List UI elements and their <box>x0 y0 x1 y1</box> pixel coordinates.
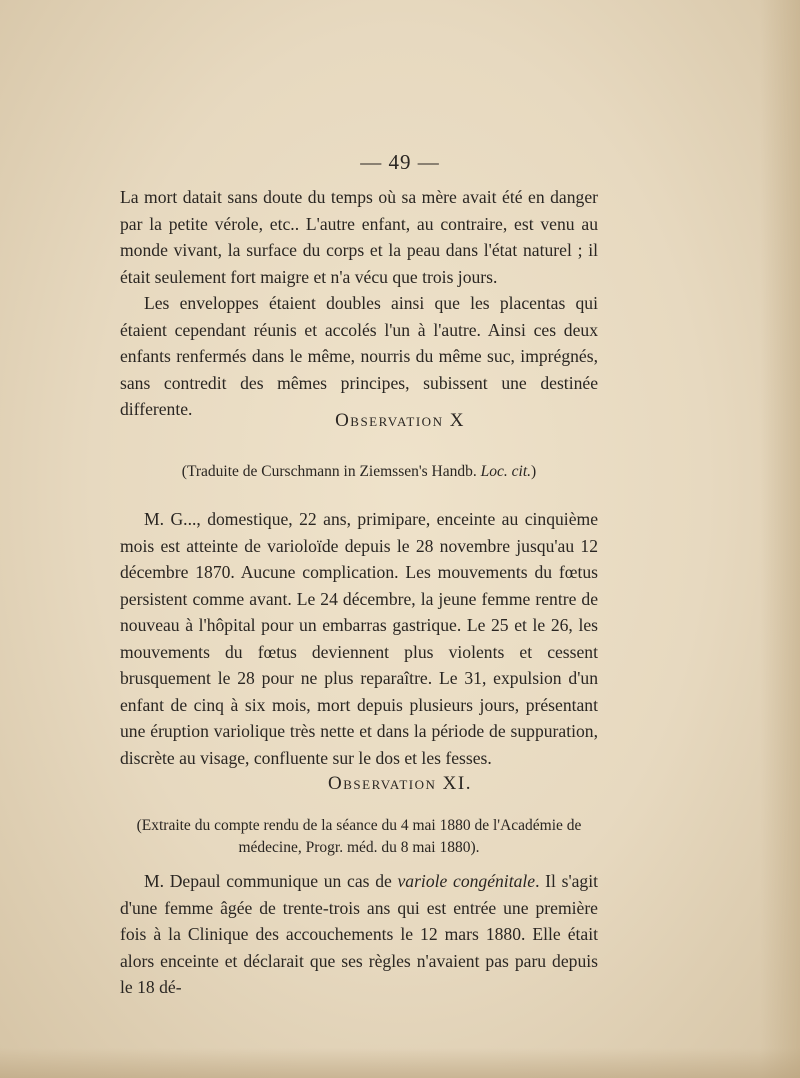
page-number: — 49 — <box>360 150 440 174</box>
observation-xi-source <box>120 815 598 859</box>
observation-xi-source-line-1: (Extraite du compte rendu de la séance du 4 mai 1880 de l'Académie de <box>136 817 582 834</box>
observation-xi-text <box>120 868 598 1001</box>
observation-xi-body-italic: variole congénitale <box>397 871 536 891</box>
observation-x-source <box>120 461 598 483</box>
observation-x-source-prefix: (Traduite de Curschmann in Ziemssen's Handb. <box>181 463 481 480</box>
page-bottom-shadow <box>0 1048 800 1078</box>
observation-x-source-italic: Loc. cit. <box>480 463 532 480</box>
observation-x-heading: Observation X <box>335 410 465 431</box>
observation-xi-body <box>120 868 598 1001</box>
observation-x-source-suffix: ) <box>531 463 537 480</box>
observation-x-text <box>120 506 598 771</box>
paragraph-2: Les enveloppes étaient doubles ainsi que les placentas qui étaient cependant réunis et accolés l'un à l'autre. Ainsi ces deux enfants renfermés dans le même, nourris du même suc, imprégnés, sans contredit des mêmes principes, subissent une destinée differente. <box>120 293 598 419</box>
observation-xi-source-line-2: médecine, Progr. méd. du 8 mai 1880). <box>238 839 480 856</box>
observation-xi-heading: Observation XI. <box>328 773 472 794</box>
observation-xi-body-prefix: M. Depaul communique un cas de <box>144 871 398 891</box>
observation-x-body: M. G..., domestique, 22 ans, primipare, enceinte au cinquième mois est atteinte de varioloïde depuis le 28 novembre jusqu'au 12 décembre 1870. Aucune complication. Les mouvements du fœtus persistent comme avant. Le 24 décembre, la jeune femme rentre de nouveau à l'hôpital pour un embarras gastrique. Le 25 et le 26, les mouvements du fœtus deviennent plus violents et cessent brusquement le 28 pour ne plus reparaître. Le 31, expulsion d'un enfant de cinq à six mois, mort depuis plusieurs jours, présentant une éruption variolique très nette et dans la période de suppuration, discrète au visage, confluente sur le dos et les fesses. <box>120 509 598 768</box>
observation-xi-body-suffix: . Il s'agit d'une femme âgée de trente-trois ans qui est entrée une première fois à la Clinique des accouchements le 12 mars 1880. Elle était alors enceinte et déclarait que ses règles n'avaient pas paru depuis le 18 dé- <box>120 871 599 997</box>
opening-text <box>120 184 598 423</box>
paragraph-1: La mort datait sans doute du temps où sa mère avait été en danger par la petite vérole, etc.. L'autre enfant, au contraire, est venu au monde vivant, la surface du corps et la peau dans l'état naturel ; il était seulement fort maigre et n'a vécu que trois jours. <box>120 187 598 287</box>
